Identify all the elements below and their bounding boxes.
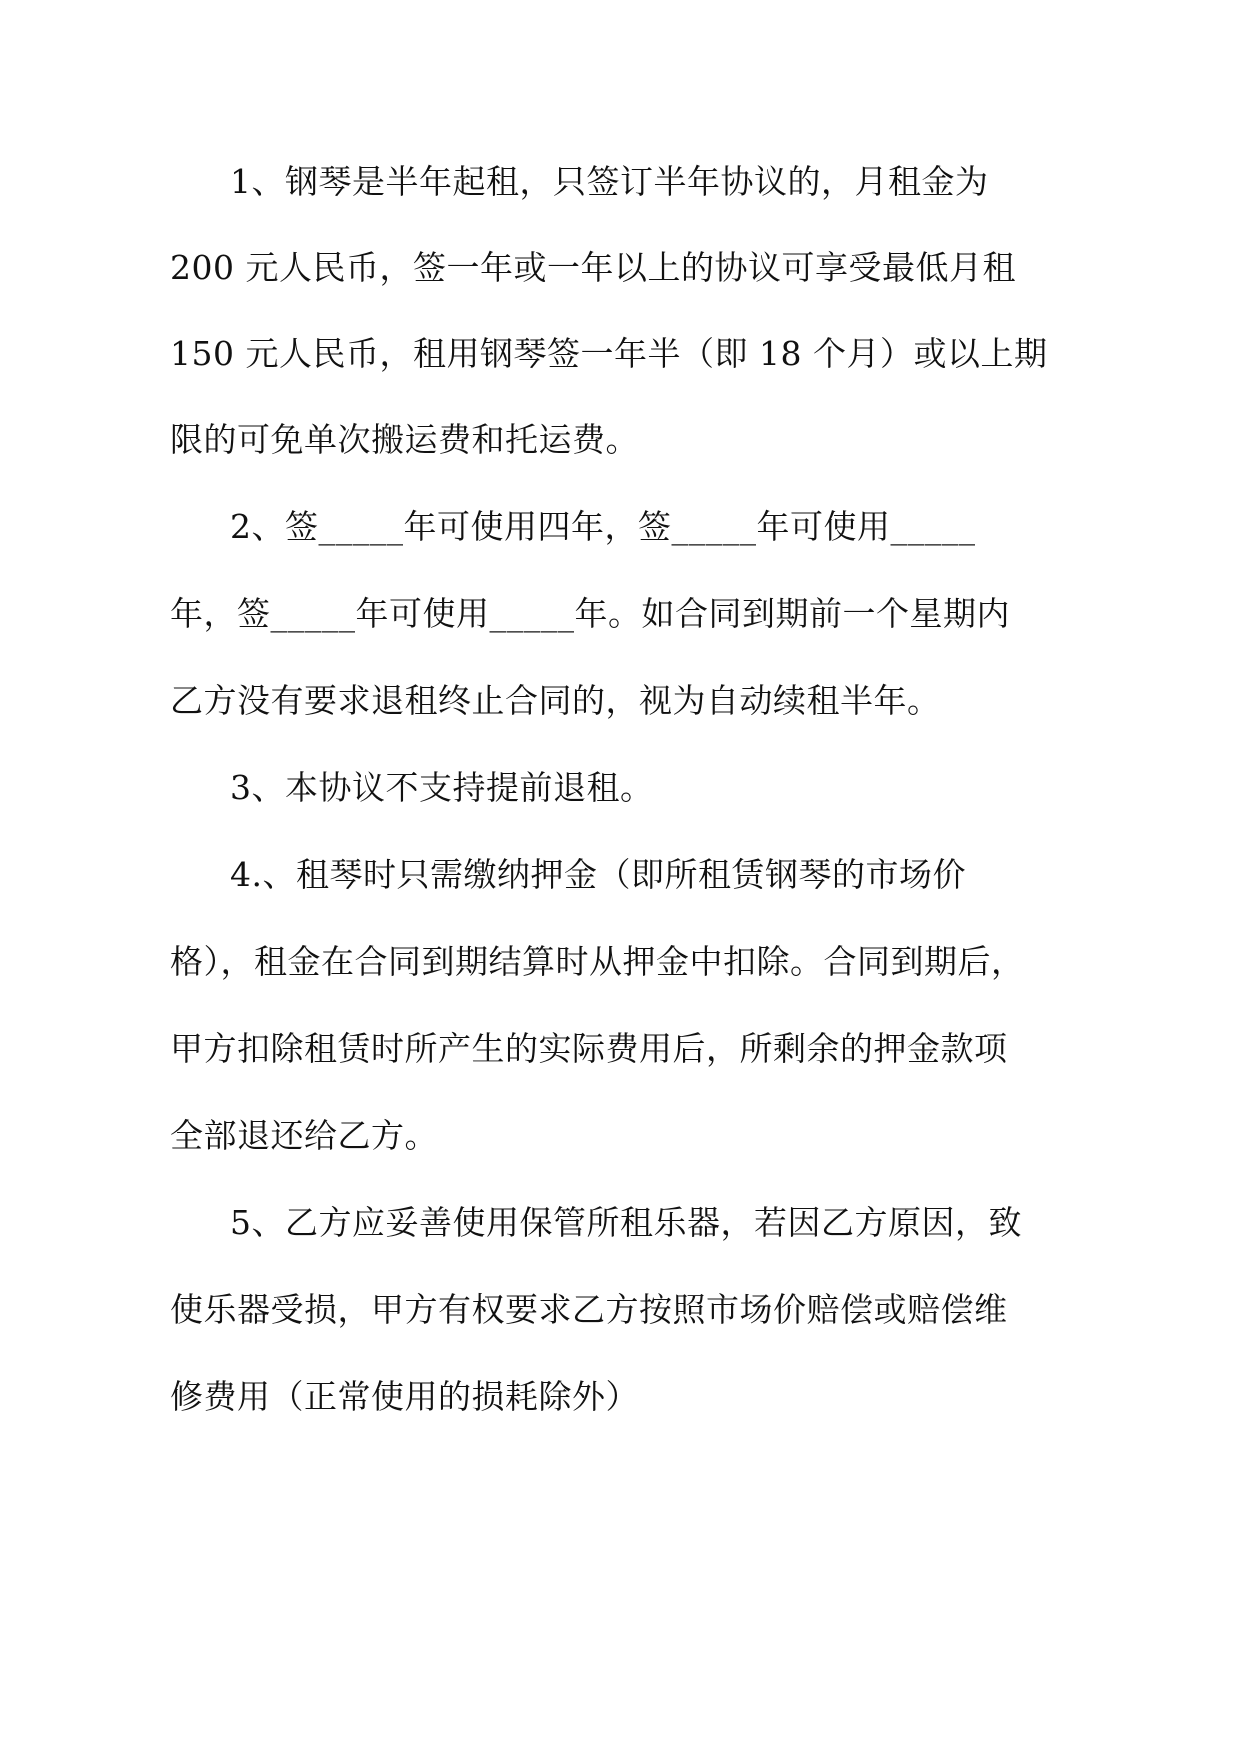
text-line-5: 2、签_____年可使用四年，签_____年可使用_____ [230,507,976,546]
text-line-2: 200 元人民币，签一年或一年以上的协议可享受最低月租 [170,248,1016,287]
text-line-3: 150 元人民币，租用钢琴签一年半（即 18 个月）或以上期 [170,334,1048,373]
text-line-15: 修费用（正常使用的损耗除外） [170,1377,639,1416]
text-line-4: 限的可免单次搬运费和托运费。 [170,420,639,459]
text-line-7: 乙方没有要求退租终止合同的，视为自动续租半年。 [170,681,941,720]
text-line-11: 甲方扣除租赁时所产生的实际费用后，所剩余的押金款项 [170,1029,1008,1068]
text-line-6: 年，签_____年可使用_____年。如合同到期前一个星期内 [170,594,1010,633]
text-line-12: 全部退还给乙方。 [170,1116,438,1155]
text-line-8: 3、本协议不支持提前退租。 [230,768,654,807]
text-line-9: 4.、租琴时只需缴纳押金（即所租赁钢琴的市场价 [230,855,966,894]
text-line-14: 使乐器受损，甲方有权要求乙方按照市场价赔偿或赔偿维 [170,1290,1008,1329]
text-line-1: 1、钢琴是半年起租，只签订半年协议的，月租金为 [230,162,989,201]
text-line-10: 格），租金在合同到期结算时从押金中扣除。合同到期后， [170,942,1025,981]
text-line-13: 5、乙方应妥善使用保管所租乐器，若因乙方原因，致 [230,1203,1022,1242]
